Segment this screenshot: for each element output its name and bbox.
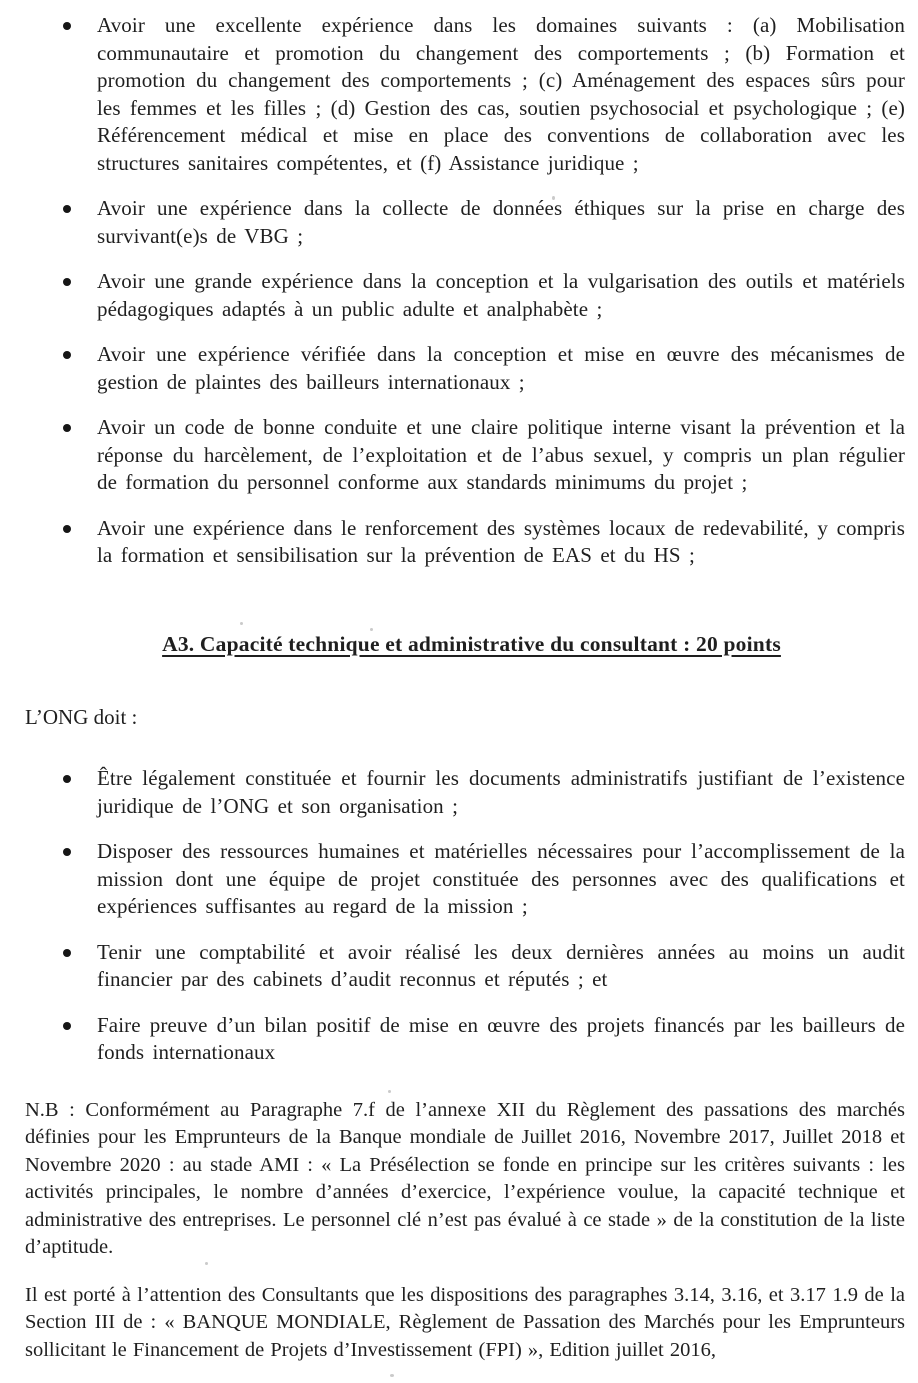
scan-speck — [552, 196, 555, 200]
scan-speck — [388, 1090, 391, 1093]
intro-line: L’ONG doit : — [25, 705, 138, 729]
list-item — [63, 268, 905, 323]
list-item — [63, 414, 905, 497]
scan-speck — [370, 628, 373, 631]
requirement-text: Avoir une excellente expérience dans les domaines suivants : (a) Mobilisation communautaire et promotion du changement des comportements ; (b) Formation et promotion du changement des comportements ; (c) Aménagement des espaces sûrs pour les femmes et les filles ; (d) Gestion des cas, soutien psychosocial et psychologique ; (e) Référencement médical et mise en place des conventions de collaboration avec les structures sanitaires compétentes, et (f) Assistance juridique ; — [97, 13, 905, 175]
section-a3-heading-row — [25, 630, 918, 658]
list-item — [63, 12, 905, 177]
a3-requirements-list — [25, 765, 905, 1067]
list-item — [63, 939, 905, 994]
scan-speck — [205, 1262, 208, 1265]
list-item — [63, 1012, 905, 1067]
list-item — [63, 838, 905, 921]
bullet-icon — [63, 351, 71, 359]
scan-speck — [390, 1374, 394, 1377]
scan-speck — [240, 622, 243, 625]
bullet-icon — [63, 525, 71, 533]
bullet-icon — [63, 22, 71, 30]
requirement-text: Avoir une expérience vérifiée dans la conception et mise en œuvre des mécanismes de gestion de plaintes des bailleurs internationaux ; — [97, 342, 905, 394]
bullet-icon — [63, 1022, 71, 1030]
list-item — [63, 341, 905, 396]
bullet-icon — [63, 848, 71, 856]
list-item — [63, 195, 905, 250]
bullet-icon — [63, 949, 71, 957]
bullet-icon — [63, 775, 71, 783]
attention-paragraph: Il est porté à l’attention des Consultants que les dispositions des paragraphes 3.14, 3.16, et 3.17 1.9 de la Section III de : « BANQUE MONDIALE, Règlement de Passation des Marchés pour les Emprunteurs sollicitant le Financement de Projets d’Investissement (FPI) », Edition juillet 2016, — [25, 1284, 905, 1361]
requirement-text: Disposer des ressources humaines et matérielles nécessaires pour l’accomplissement de la mission dont une équipe de projet constituée des personnes avec des qualifications et expériences suffisantes au regard de la mission ; — [97, 839, 905, 918]
nb-paragraph: N.B : Conformément au Paragraphe 7.f de l’annexe XII du Règlement des passations des marchés définies pour les Emprunteurs de la Banque mondiale de Juillet 2016, Novembre 2017, Juillet 2018 et Novembre 2020 : au stade AMI : « La Présélection se fonde en principe sur les critères suivants : les activités principales, le nombre d’années d’exercice, l’expérience voulue, la capacité technique et administrative des entreprises. Le personnel clé n’est pas évalué à ce stade » de la constitution de la liste d’aptitude. — [25, 1099, 905, 1259]
requirement-text: Avoir une expérience dans le renforcement des systèmes locaux de redevabilité, y compris la formation et sensibilisation sur la prévention de EAS et du HS ; — [97, 515, 905, 567]
list-item — [63, 515, 905, 570]
bullet-icon — [63, 205, 71, 213]
requirement-text: Tenir une comptabilité et avoir réalisé les deux dernières années au moins un audit financier par des cabinets d’audit reconnus et réputés ; et — [97, 939, 905, 991]
experience-requirements-list — [25, 12, 905, 570]
section-heading: A3. Capacité technique et administrative du consultant : 20 points — [162, 632, 781, 656]
requirement-text: Avoir un code de bonne conduite et une claire politique interne visant la prévention et la réponse du harcèlement, de l’exploitation et de l’abus sexuel, y compris un plan régulier de formation du personnel conforme aux standards minimums du projet ; — [97, 415, 905, 494]
bullet-icon — [63, 278, 71, 286]
requirement-text: Avoir une grande expérience dans la conception et la vulgarisation des outils et matériels pédagogiques adaptés à un public adulte et analphabète ; — [97, 269, 905, 321]
requirement-text: Être légalement constituée et fournir les documents administratifs justifiant de l’existence juridique de l’ONG et son organisation ; — [97, 766, 905, 818]
requirement-text: Faire preuve d’un bilan positif de mise en œuvre des projets financés par les bailleurs de fonds internationaux — [97, 1012, 905, 1064]
bullet-icon — [63, 424, 71, 432]
requirement-text: Avoir une expérience dans la collecte de données éthiques sur la prise en charge des survivant(e)s de VBG ; — [97, 196, 905, 248]
list-item — [63, 765, 905, 820]
